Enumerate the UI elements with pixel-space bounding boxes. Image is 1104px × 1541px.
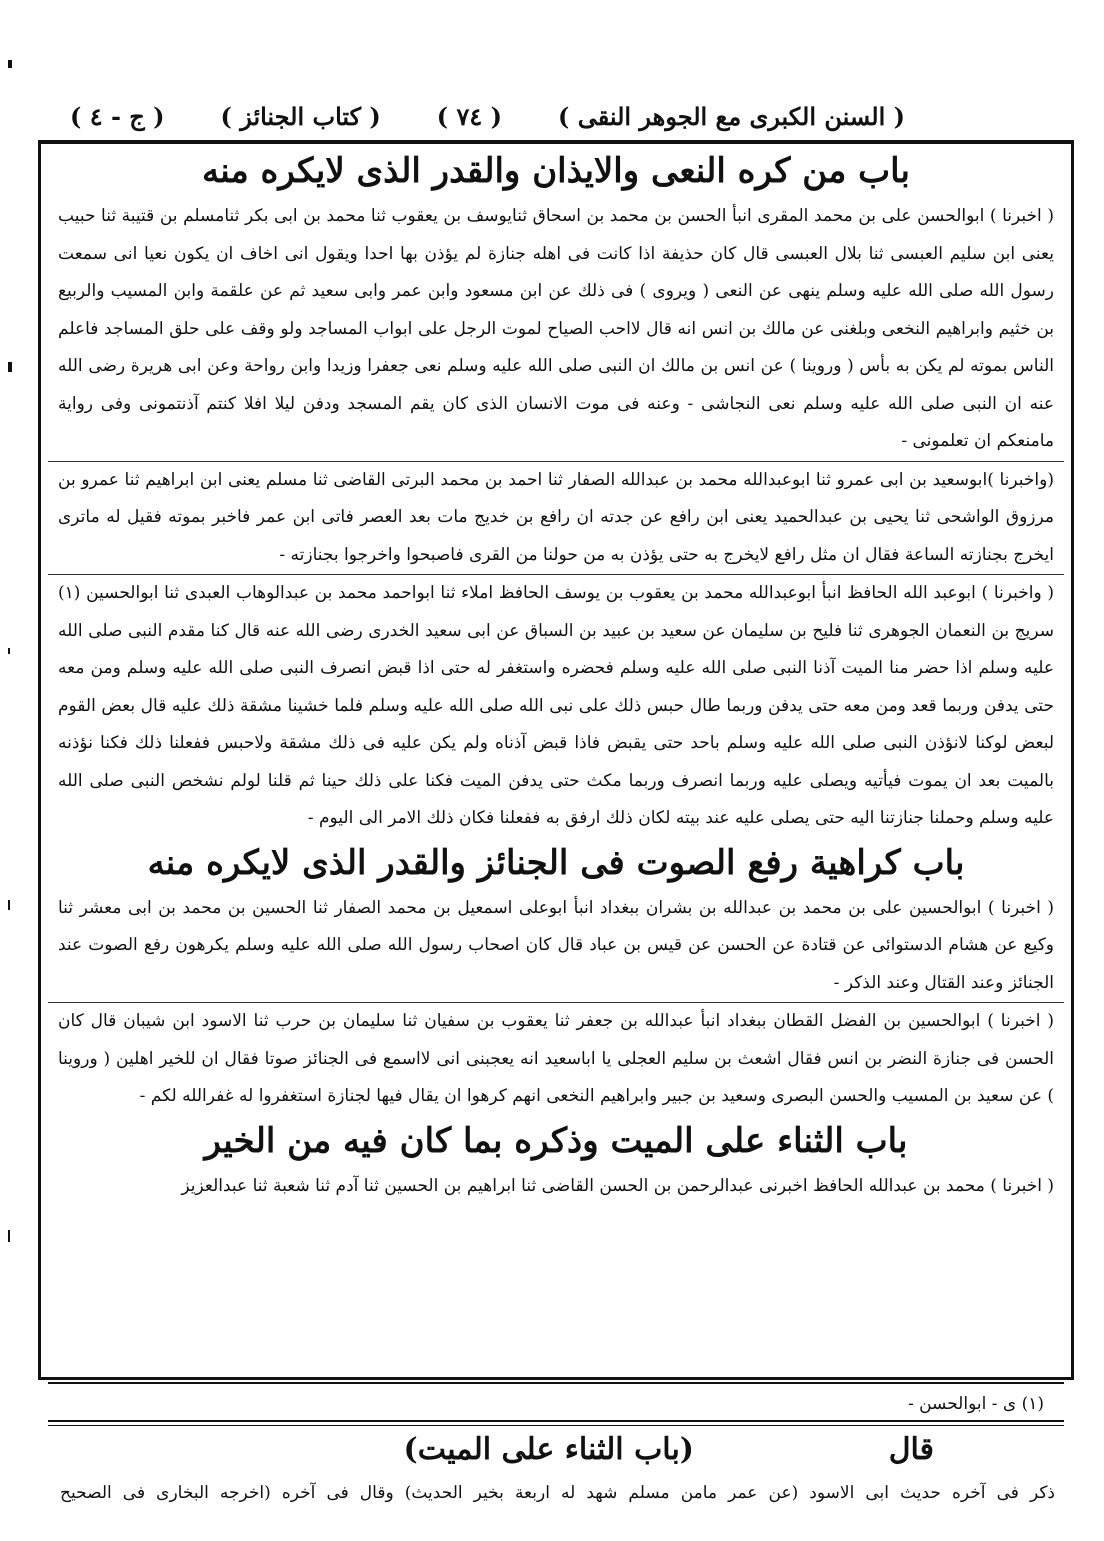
margin-mark xyxy=(8,60,12,68)
page-number: ( ٧٤ ) xyxy=(436,101,502,131)
hadith-paragraph: ( اخبرنا ) ابوالحسن على بن محمد المقرى انبأ الحسن بن محمد بن اسحاق ثنايوسف بن يعقوب ثنا محمد بن ابى بكر ثنامسلم بن قتيبة ثنا حبيب يعنى ابن سليم العبسى ثنا بلال العبسى قال كان حذيفة اذا كانت فى اهله جنازة لم يؤذن بها احدا ويقول انى اخاف ان يكون نعيا انى سمعت رسول الله صلى الله عليه وسلم ينهى عن النعى ( ويروى ) فى ذلك عن ابن مسعود وابن عمر وابى سعيد ثم عن علقمة وابن المسيب والربيع بن خثيم وابراهيم النخعى وبلغنى عن مالك بن انس انه قال لااحب الصياح لموت الرجل على ابواب المساجد ولو وقف على حلق المساجد فاعلم الناس بموته لم يكن به بأس ( وروينا ) عن انس بن مالك ان النبى صلى الله عليه وسلم نعى جعفرا وزيدا وابن رواحة وعن ابى هريرة رضى الله عنه ان النبى صلى الله عليه وسلم نعى النجاشى - وعنه فى موت الانسان الذى كان يقم المسجد ودفن ليلا افلا كنتم آذنتمونى وفى رواية مامنعكم ان تعلمونى - xyxy=(58,206,1054,451)
hadith-paragraph: ( اخبرنا ) ابوالحسين على بن محمد بن عبدالله بن بشران ببغداد انبأ ابوعلى اسمعيل بن محمد الصفار ثنا الحسين بن محمد بن ابى معشر ثنا وكيع عن هشام الدستوائى عن قتادة عن الحسن عن قيس بن عباد قال كان اصحاب رسول الله صلى الله عليه وسلم يكرهون رفع الصوت عند الجنائز وعند القتال وعند الذكر - xyxy=(58,897,1054,993)
margin-mark xyxy=(8,1230,10,1242)
margin-mark xyxy=(8,648,10,654)
footnote: (١) ى - ابوالحسن - xyxy=(907,1394,1044,1414)
commentary-chapter-label: (باب الثناء على الميت) xyxy=(403,1432,694,1467)
chapter-title: باب كراهية رفع الصوت فى الجنائز والقدر الذى لايكره منه xyxy=(147,842,965,883)
chapter-title: باب من كره النعى والايذان والقدر الذى لايكره منه xyxy=(201,151,911,191)
volume-number: ( ج - ٤ ) xyxy=(70,101,165,131)
book-title: ( السنن الكبرى مع الجوهر النقى ) xyxy=(557,101,905,131)
margin-mark xyxy=(8,900,10,910)
footnote-divider xyxy=(48,1382,1064,1384)
book-chapter: ( كتاب الجنائز ) xyxy=(220,101,381,131)
chapter-title: باب الثناء على الميت وذكره بما كان فيه من الخير xyxy=(204,1120,908,1161)
hadith-paragraph: ( اخبرنا ) ابوالحسين بن الفضل القطان ببغداد انبأ عبدالله بن جعفر ثنا يعقوب بن سفيان ثنا سليمان بن حرب ثنا الاسود ابن شيبان قال كان الحسن فى جنازة النضر بن انس فقال اشعث بن سليم العجلى يا اباسعيد انه يعجبنى انى لااسمع فى الجنائز صوتا فقال ان للخير اهلين ( وروينا ) عن سعيد بن المسيب والحسن البصرى وسعيد بن جبير وابراهيم النخعى انهم كرهوا ان يقال فيها لجنازة استغفروا له غفرالله لكم - xyxy=(58,1011,1054,1106)
margin-mark xyxy=(8,362,12,372)
commentary-divider xyxy=(48,1420,1064,1422)
running-header xyxy=(70,96,905,136)
hadith-paragraph: ( واخبرنا ) ابوعبد الله الحافظ انبأ ابوعبدالله محمد بن يعقوب بن يوسف الحافظ املاء ثنا ابواحمد محمد بن عبدالوهاب العبدى ثنا ابوالحسين (١) سريج بن النعمان الجوهرى ثنا فليح بن سليمان عن سعيد بن عبيد بن السباق عن ابى سعيد الخدرى رضى الله عنه قال كنا مقدم النبى صلى الله عليه وسلم اذا حضر منا الميت آذنا النبى صلى الله عليه وسلم فحضره واستغفر له حتى اذا قبض انصرف النبى صلى الله عليه وسلم ومن معه حتى يدفن وربما قعد ومن معه حتى يدفن وربما طال حبس ذلك على نبى الله صلى الله عليه وسلم فلما خشينا مشقة ذلك عليه قال بعض القوم لبعض لوكنا لانؤذن النبى صلى الله عليه وسلم باحد حتى يقبض فاذا قبض آذناه ولم يكن عليه فى ذلك مشقة ولاحبس ففعلنا ذلك فكنا نؤذنه بالميت بعد ان يموت فيأتيه ويصلى عليه وربما انصرف وربما مكث حتى يدفن الميت فكنا على ذلك حينا ثم قلنا لولم نشخص النبى صلى الله عليه وسلم وحملنا جنازتنا اليه حتى يصلى عليه عند بيته لكان ذلك ارفق به ففعلنا فكان ذلك الامر الى اليوم - xyxy=(58,583,1054,828)
main-text xyxy=(48,146,1064,1205)
commentary-qal-label: قال xyxy=(888,1432,934,1467)
commentary-heading xyxy=(48,1432,1064,1472)
hadith-paragraph: ( اخبرنا ) محمد بن عبدالله الحافظ اخبرنى عبدالرحمن بن الحسن القاضى ثنا ابراهيم بن الحسين ثنا آدم ثنا شعبة ثنا عبدالعزيز xyxy=(181,1175,1054,1196)
commentary-text: ذكر فى آخره حديث ابى الاسود (عن عمر مامن مسلم شهد له اربعة بخير الحديث) وقال فى آخره (اخرجه البخارى فى الصحيح xyxy=(60,1483,1055,1503)
commentary-divider xyxy=(48,1425,1064,1426)
hadith-paragraph: (واخبرنا )ابوسعيد بن ابى عمرو ثنا ابوعبدالله محمد بن عبدالله الصفار ثنا احمد بن محمد البرتى القاضى ثنا مسلم يعنى ابن ابراهيم ثنا عمرو بن مرزوق الواشحى ثنا يحيى بن عبدالحميد يعنى ابن رافع عن جدته ان رافع بن خديج مات بعد العصر فاتى ابن عمر فاخبر بموته فقيل له ماترى ايخرج بجنازته الساعة فقال ان مثل رافع لايخرج به حتى يؤذن به من حولنا من القرى فاصبحوا واخرجوا بجنازته - xyxy=(58,469,1054,565)
